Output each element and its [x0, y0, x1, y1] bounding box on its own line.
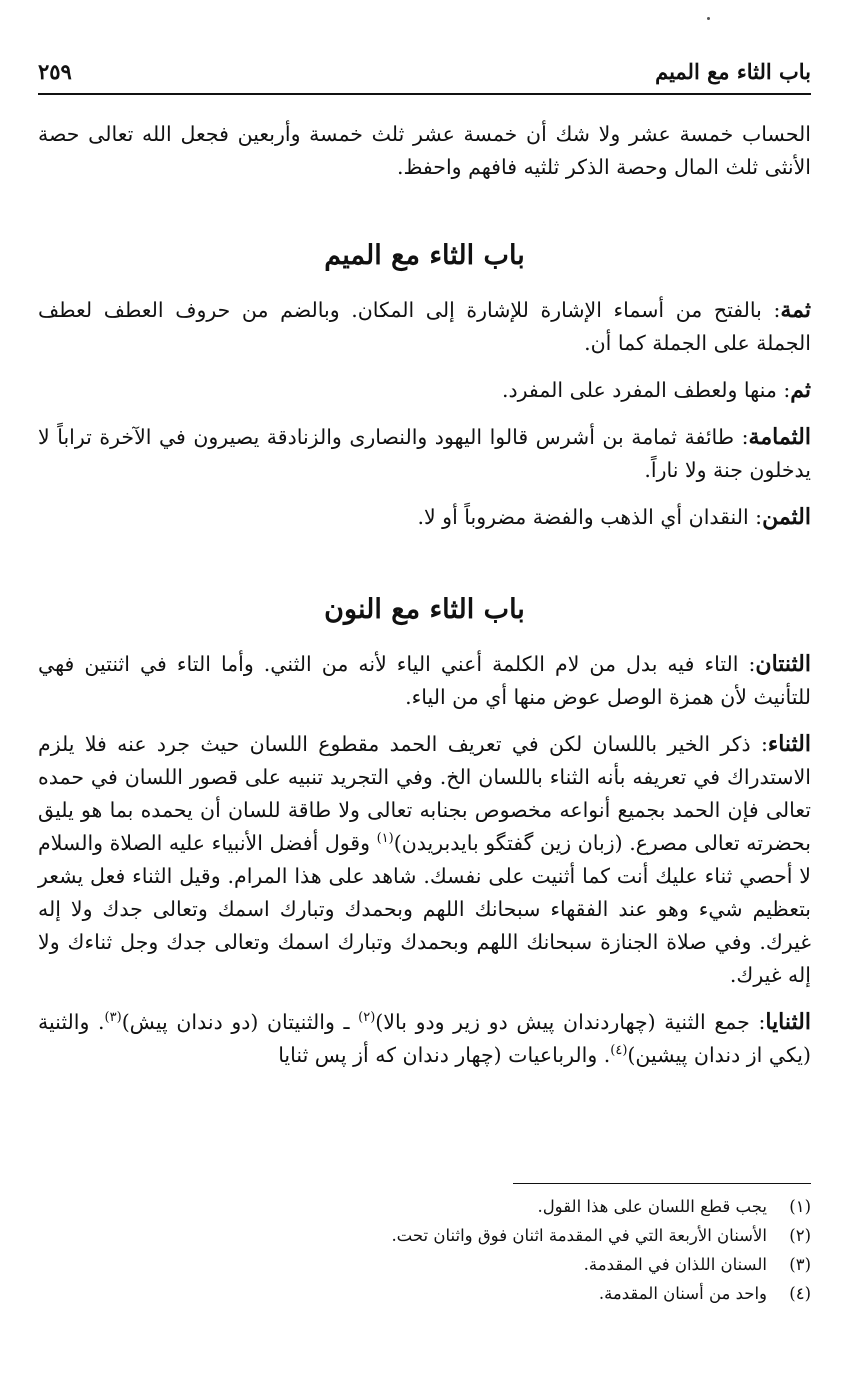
entry-text: : التاء فيه بدل من لام الكلمة أعني الياء لأنه من الثني. وأما التاء في اثنتين فهي للتأنيث لأن همزة الوصل عوض منها أي من الياء.	[38, 652, 811, 709]
footnote-number: (٢)	[789, 1226, 811, 1245]
entry-term: الثنايا	[765, 1009, 811, 1035]
entry-term: الثنتان	[755, 651, 811, 677]
entry-term: ثم	[790, 377, 811, 403]
footnote-number: (١)	[789, 1197, 811, 1216]
entry-text: : بالفتح من أسماء الإشارة للإشارة إلى المكان. وبالضم من حروف العطف لعطف الجملة على الجملة كما أن.	[38, 298, 811, 355]
entry-text: : منها ولعطف المفرد على المفرد.	[501, 378, 791, 402]
entry-text-continued: ـ والثنيتان (دو دندان پيش)	[121, 1010, 359, 1034]
entry-thanaya	[38, 1006, 811, 1072]
footnote-ref: (٢)	[358, 1010, 376, 1026]
entry-text-continued: وقول أفضل الأنبياء عليه الصلاة والسلام لا أحصي ثناء عليك أنت كما أثنيت على نفسك. شاهد على هذا المرام. وقيل الثناء فعل يشعر بتعظيم شيء وهو عند الفقهاء سبحانك اللهم وبحمدك وتبارك اسمك وتعالى جدك ولا إله غيرك. وفي صلاة الجنازة سبحانك اللهم وبحمدك وتبارك اسمك وتعالى جدك وجل ثناءك ولا إله غيرك.	[38, 831, 811, 987]
entry-text: : جمع الثنية (چهاردندان پيش دو زير ودو بالا)	[375, 1010, 766, 1034]
entry-thumma	[38, 374, 811, 407]
entry-thamma	[38, 294, 811, 360]
entry-thumama	[38, 421, 811, 487]
section-title-tha-nun: باب الثاء مع النون	[324, 594, 525, 625]
section-title-tha-mim: باب الثاء مع الميم	[324, 240, 525, 271]
footnote-ref: (١)	[376, 831, 394, 847]
entry-thaman	[38, 501, 811, 534]
footnote-separator	[513, 1183, 811, 1184]
page-body	[38, 118, 811, 1086]
footnote-text: واحد من أسنان المقدمة.	[598, 1284, 767, 1303]
footnote-number: (٣)	[789, 1255, 811, 1274]
footnote-text: يجب قطع اللسان على هذا القول.	[537, 1197, 767, 1216]
header-title: باب الثاء مع الميم	[655, 59, 811, 84]
footnote	[38, 1279, 811, 1308]
footnote-text: الأسنان الأربعة التي في المقدمة اثنان فوق واثنان تحت.	[391, 1226, 767, 1245]
entry-text: : ذكر الخير باللسان لكن في تعريف الحمد مقطوع اللسان حيث جرد عنه فلا يلزم الاستدراك في تعريفه بأنه الثناء باللسان الخ. وفي التجريد تنبيه على قصور اللسان في حمده تعالى فإن الحمد بجميع أنواعه مخصوص بجنابه تعالى ولا طاقة للسان أن يحمده بما هو يليق بحضرته تعالى مصرع. (زبان زين گفتگو بايدبريدن)	[38, 732, 811, 855]
entry-text-continued: . والرباعيات (چهار دندان كه أز پس ثنايا	[278, 1043, 611, 1067]
entry-term: الثمامة	[748, 424, 811, 450]
entry-term: الثمن	[762, 504, 811, 530]
footnote-ref: (٤)	[610, 1043, 628, 1059]
page-number: ٢٥٩	[38, 59, 72, 84]
entry-term: الثناء	[767, 731, 811, 757]
footnote	[38, 1250, 811, 1279]
footnote-ref: (٣)	[104, 1010, 122, 1026]
running-header	[38, 55, 811, 95]
entry-thana	[38, 728, 811, 992]
print-speck	[707, 17, 710, 20]
entry-thintan	[38, 648, 811, 714]
entry-term: ثمة	[780, 297, 811, 323]
footnote-text: السنان اللذان في المقدمة.	[583, 1255, 767, 1274]
footnote-number: (٤)	[789, 1284, 811, 1303]
footnote	[38, 1221, 811, 1250]
entry-text: : النقدان أي الذهب والفضة مضروباً أو لا.	[417, 505, 763, 529]
footnotes	[38, 1192, 811, 1308]
footnote	[38, 1192, 811, 1221]
intro-paragraph: الحساب خمسة عشر ولا شك أن خمسة عشر ثلث خمسة وأربعين فجعل الله تعالى حصة الأنثى ثلث المال وحصة الذكر ثلثيه فافهم واحفظ.	[38, 122, 811, 179]
entry-text: : طائفة ثمامة بن أشرس قالوا اليهود والنصارى والزنادقة يصيرون في الآخرة تراباً لا يدخلون جنة ولا ناراً.	[38, 425, 811, 482]
entry-text-continued: . والثنية (يكي از دندان پيشين)	[38, 1010, 811, 1067]
